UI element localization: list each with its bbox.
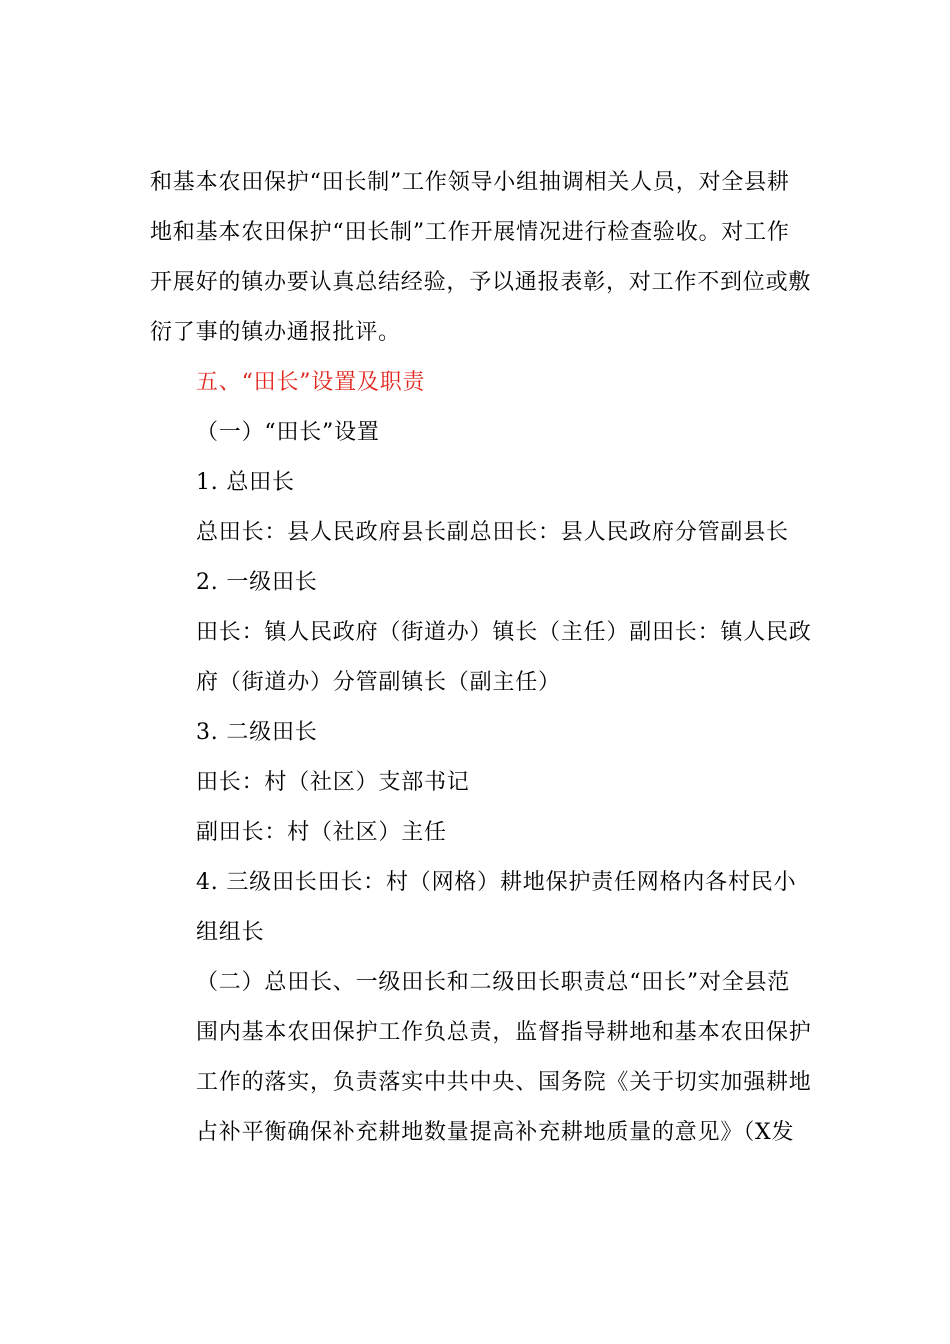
subsection-heading: （二）总田长、一级田长和二级田长职责总“田长”对全县范 xyxy=(196,970,791,995)
paragraph-line: 地和基本农田保护“田长制”工作开展情况进行检查验收。对工作 xyxy=(150,220,790,245)
paragraph-line: 田长：镇人民政府（街道办）镇长（主任）副田长：镇人民政 xyxy=(196,620,812,645)
paragraph-line: 占补平衡确保补充耕地数量提高补充耕地质量的意见》（X发 xyxy=(196,1120,795,1145)
paragraph-line: 和基本农田保护“田长制”工作领导小组抽调相关人员，对全县耕 xyxy=(150,170,790,195)
paragraph-line: 副田长：村（社区）主任 xyxy=(196,820,447,845)
paragraph-line: 衍了事的镇办通报批评。 xyxy=(150,320,401,345)
list-item-title: 1. 总田长 xyxy=(196,470,295,495)
list-item-title: 3. 二级田长 xyxy=(196,720,318,745)
paragraph-line: 府（街道办）分管副镇长（副主任） xyxy=(196,670,561,695)
paragraph-line: 工作的落实，负责落实中共中央、国务院《关于切实加强耕地 xyxy=(196,1070,812,1095)
paragraph-line: 总田长：县人民政府县长副总田长：县人民政府分管副县长 xyxy=(196,520,789,545)
paragraph-line: 田长：村（社区）支部书记 xyxy=(196,770,470,795)
section-heading: 五、“田长”设置及职责 xyxy=(196,370,426,395)
paragraph-line: 4. 三级田长田长：村（网格）耕地保护责任网格内各村民小 xyxy=(196,870,797,895)
paragraph-line: 开展好的镇办要认真总结经验，予以通报表彰，对工作不到位或敷 xyxy=(150,270,812,295)
list-item-title: 2. 一级田长 xyxy=(196,570,318,595)
paragraph-line: 围内基本农田保护工作负总责，监督指导耕地和基本农田保护 xyxy=(196,1020,812,1045)
subsection-heading: （一）“田长”设置 xyxy=(196,420,380,445)
paragraph-line: 组组长 xyxy=(196,920,265,945)
